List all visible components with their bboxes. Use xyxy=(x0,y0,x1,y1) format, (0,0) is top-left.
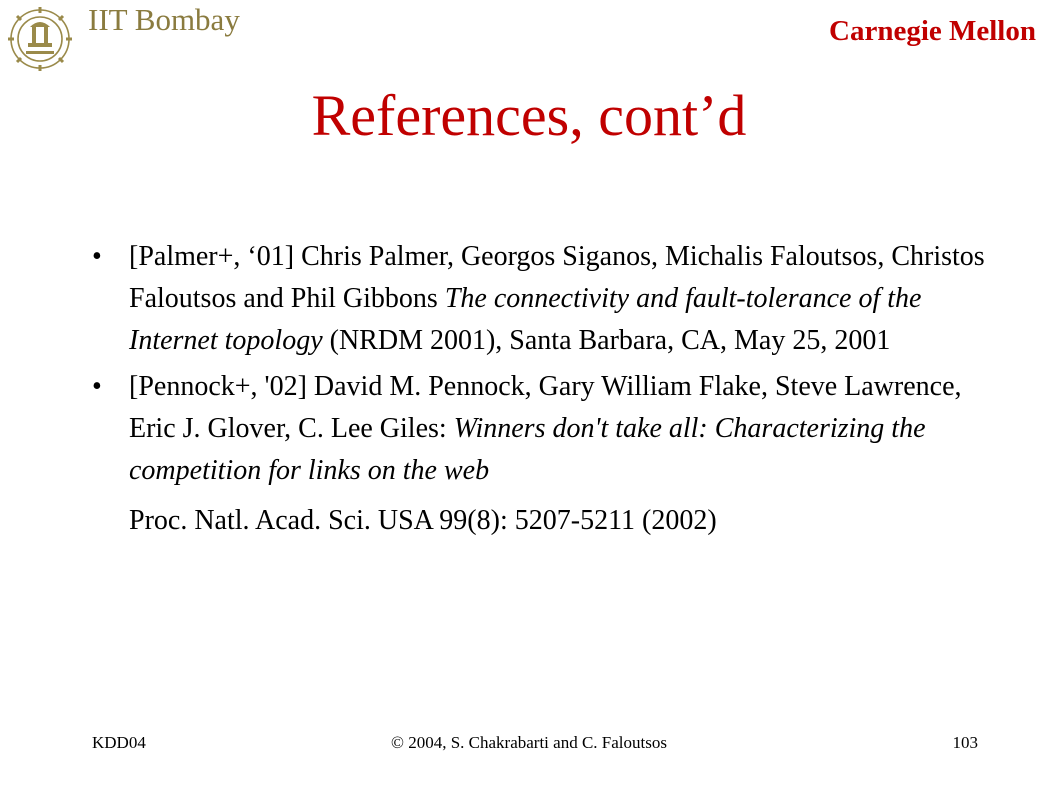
reference-item-pennock xyxy=(92,366,992,542)
iit-bombay-logo xyxy=(8,5,72,75)
carnegie-mellon-wordmark: Carnegie Mellon xyxy=(829,15,1036,47)
footer-page-number: 103 xyxy=(952,733,978,752)
reference-title: The connectivity and fault-tolerance of the Internet topology xyxy=(129,283,922,356)
footer-conference: KDD04 xyxy=(92,733,146,752)
reference-venue: Proc. Natl. Acad. Sci. USA 99(8): 5207-5211 (2002) xyxy=(129,505,717,536)
bullet-marker: • xyxy=(92,241,102,272)
slide-title: References, cont’d xyxy=(311,83,747,148)
footer-copyright: © 2004, S. Chakrabarti and C. Faloutsos xyxy=(391,733,667,752)
iit-bombay-wordmark: IIT Bombay xyxy=(88,2,240,37)
reference-venue: (NRDM 2001), Santa Barbara, CA, May 25, 2001 xyxy=(322,325,891,356)
reference-authors: [Pennock+, '02] David M. Pennock, Gary William Flake, Steve Lawrence, Eric J. Glover, C. Lee Giles: xyxy=(129,371,962,444)
reference-title: Winners don't take all: Characterizing the competition for links on the web xyxy=(129,413,926,486)
reference-authors: [Palmer+, ‘01] Chris Palmer, Georgos Siganos, Michalis Faloutsos, Christos Faloutsos and Phil Gibbons xyxy=(129,241,985,314)
reference-list xyxy=(92,236,992,542)
bullet-marker: • xyxy=(92,371,102,402)
reference-item-palmer xyxy=(92,236,992,362)
